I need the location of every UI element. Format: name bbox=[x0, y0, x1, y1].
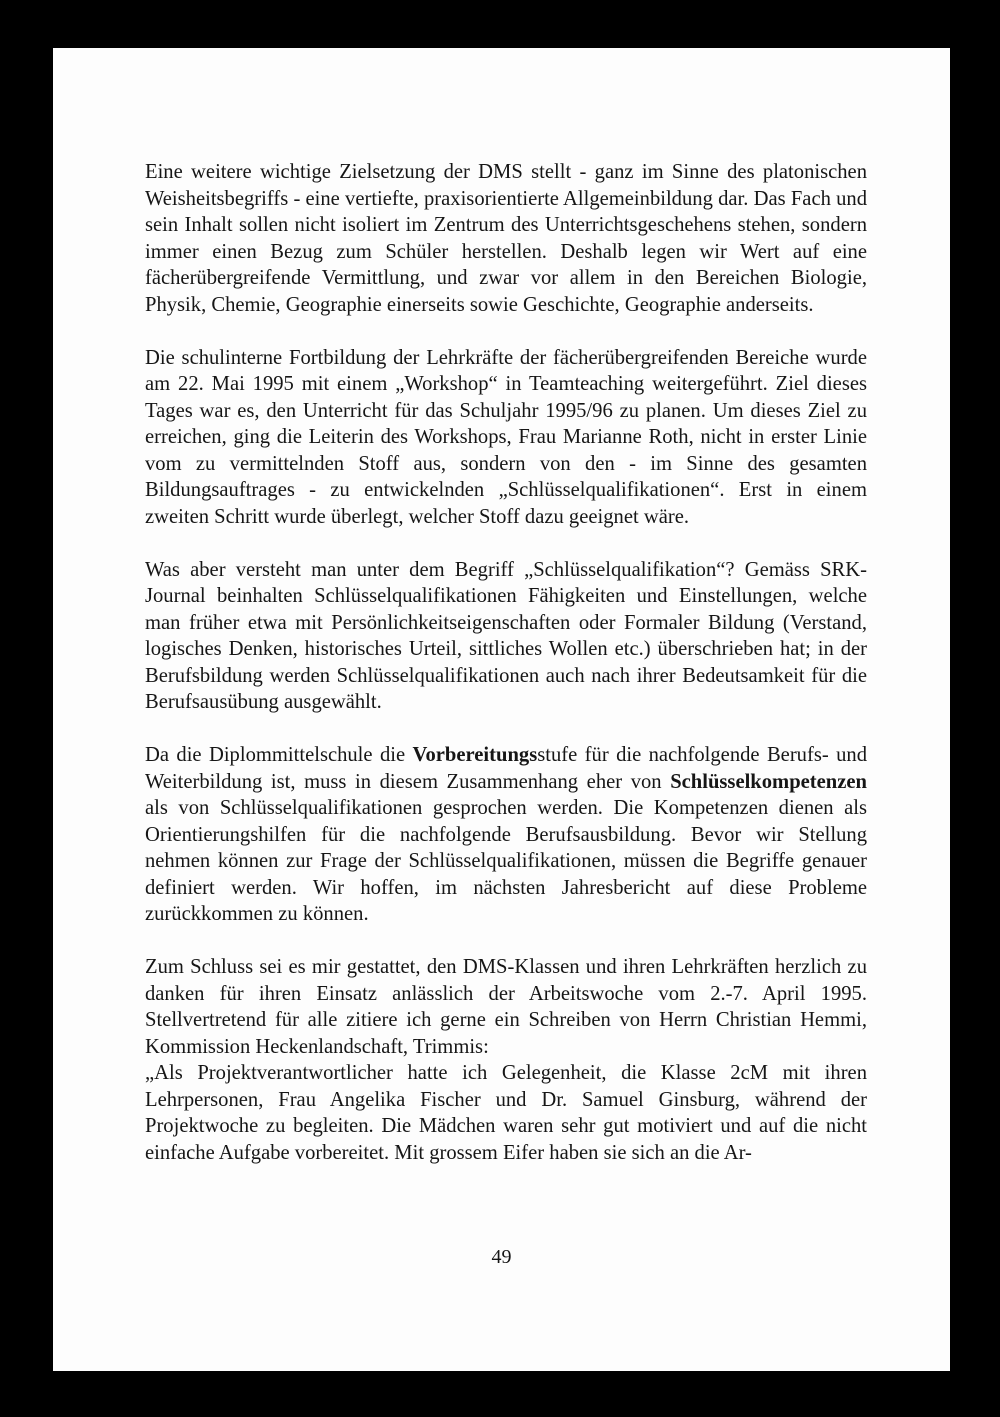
paragraph bbox=[145, 159, 867, 318]
text-run: Was aber versteht man unter dem Begriff „Schlüsselqualifikation“? Gemäss SRK-Journal beinhalten Schlüsselqualifikationen Fähigkeiten und Einstellungen, welche man früher etwa mit Persönlichkeitseigenschaften oder Formaler Bildung (Verstand, logisches Denken, historisches Urteil, sittliches Wollen etc.) überschrieben hat; in der Berufsbildung werden Schlüsselqualifikationen auch nach ihrer Bedeutsamkeit für die Berufsausübung ausgewählt. bbox=[145, 558, 867, 713]
text-run: Da die Diplommittelschule die bbox=[145, 744, 413, 766]
text-run: „Als Projektverantwortlicher hatte ich Gelegenheit, die Klasse 2cM mit ihren Lehrpersonen, Frau Angelika Fischer und Dr. Samuel Ginsburg, während der Projektwoche zu begleiten. Die Mädchen waren sehr gut motiviert und auf die nicht einfache Aufgabe vorbereitet. Mit grossem Eifer haben sie sich an die Ar- bbox=[145, 1062, 867, 1164]
page-number: 49 bbox=[491, 1246, 512, 1268]
paragraph bbox=[145, 345, 867, 531]
bold-text: Schlüsselkompetenzen bbox=[670, 770, 867, 793]
paragraph bbox=[145, 954, 867, 1166]
document-page bbox=[53, 48, 950, 1371]
text-run: Zum Schluss sei es mir gestattet, den DMS-Klassen und ihren Lehrkräften herzlich zu danken für ihren Einsatz anlässlich der Arbeitswoche vom 2.-7. April 1995. Stellvertretend für alle zitiere ich gerne ein Schreiben von Herrn Christian Hemmi, Kommission Heckenlandschaft, Trimmis: bbox=[145, 956, 867, 1058]
paragraph bbox=[145, 742, 867, 928]
text-run: Die schulinterne Fortbildung der Lehrkräfte der fächerübergreifenden Bereiche wurde am 22. Mai 1995 mit einem „Workshop“ in Teamteaching weitergeführt. Ziel dieses Tages war es, den Unterricht für das Schuljahr 1995/96 zu planen. Um dieses Ziel zu erreichen, ging die Leiterin des Workshops, Frau Marianne Roth, nicht in erster Linie vom zu vermittelnden Stoff aus, sondern von den - im Sinne des gesamten Bildungsauftrages - zu entwickelnden „Schlüsselqualifikationen“. Erst in einem zweiten Schritt wurde überlegt, welcher Stoff dazu geeignet wäre. bbox=[145, 346, 867, 528]
text-body bbox=[145, 159, 867, 1166]
text-run: Eine weitere wichtige Zielsetzung der DMS stellt - ganz im Sinne des platonischen Weisheitsbegriffs - eine vertiefte, praxisorientierte Allgemeinbildung dar. Das Fach und sein Inhalt sollen nicht isoliert im Zentrum des Unterrichtsgeschehens stehen, sondern immer einen Bezug zum Schüler herstellen. Deshalb legen wir Wert auf eine fächerübergreifende Vermittlung, und zwar vor allem in den Bereichen Biologie, Physik, Chemie, Geographie einerseits sowie Geschichte, Geographie anderseits. bbox=[145, 161, 867, 316]
text-run: als von Schlüsselqualifikationen gesprochen werden. Die Kompetenzen dienen als Orientierungshilfen für die nachfolgende Berufsausbildung. Bevor wir Stellung nehmen können zur Frage der Schlüsselqualifikationen, müssen die Begriffe genauer definiert werden. Wir hoffen, im nächsten Jahresbericht auf diese Probleme zurückkommen zu können. bbox=[145, 797, 867, 925]
text-run: stufe für die nachfolgende Berufs- und Weiterbildung ist, muss in diesem Zusammenhang eher von bbox=[145, 744, 867, 793]
paragraph bbox=[145, 557, 867, 716]
bold-text: Vorbereitungs bbox=[412, 744, 538, 766]
